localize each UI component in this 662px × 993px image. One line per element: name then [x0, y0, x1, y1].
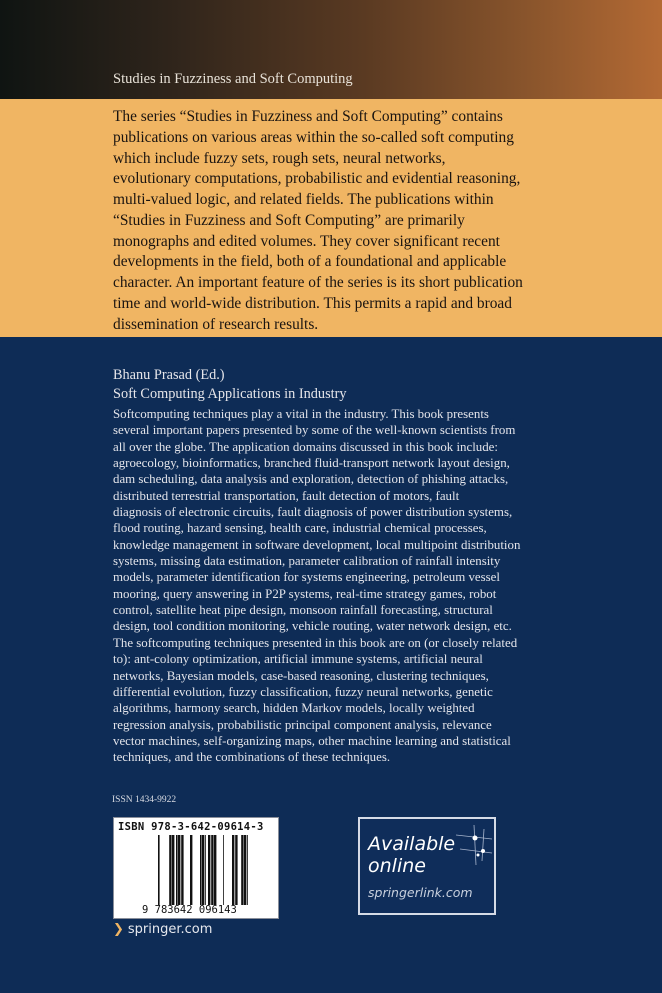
- text-line: publications on various areas within the so-called soft computing: [113, 128, 514, 146]
- text-line: Softcomputing techniques play a vital in the industry. This book presents: [113, 407, 489, 421]
- barcode-digits: 9 783642 096143: [142, 904, 237, 916]
- barcode-bar: [182, 835, 184, 905]
- barcode-bar: [176, 835, 178, 905]
- text-line: control, satellite heat pipe design, monsoon rainfall forecasting, structural: [113, 603, 493, 618]
- text-line: diagnosis of electronic circuits, fault diagnosis of power distribution systems,: [113, 505, 513, 520]
- text-line: design, tool condition monitoring, vehicle routing, water network design, etc.: [113, 619, 512, 634]
- publisher-link[interactable]: [113, 922, 212, 937]
- book-info-panel: [0, 337, 662, 993]
- book-author: Bhanu Prasad (Ed.): [113, 367, 225, 383]
- available-text: Available: [368, 833, 456, 855]
- text-line: differential evolution, fuzzy classification, fuzzy neural networks, genetic: [113, 684, 493, 699]
- barcode-bar: [205, 835, 206, 905]
- text-line: to): ant-colony optimization, artificial immune systems, artificial neural: [113, 652, 483, 667]
- text-line: dissemination of research results.: [113, 315, 319, 333]
- text-line: dam scheduling, data analysis and exploration, detection of phishing attacks,: [113, 472, 509, 487]
- book-title: Soft Computing Applications in Industry: [113, 386, 347, 402]
- text-line: multi-valued logic, and related fields. The publications within: [113, 191, 494, 208]
- available-online-heading: [368, 833, 455, 877]
- barcode-bar: [170, 835, 172, 905]
- barcode-bar: [223, 835, 224, 905]
- barcode-bar: [172, 835, 174, 905]
- barcode-bar: [181, 835, 182, 905]
- text-line: regression analysis, probabilistic principal component analysis, relevance: [113, 717, 492, 732]
- text-line: “Studies in Fuzziness and Soft Computing” are primarily: [113, 211, 465, 229]
- chevron-right-icon: ❯: [113, 922, 124, 937]
- cover-top-gradient: [0, 0, 662, 99]
- text-line: knowledge management in software development, local multipoint distribution: [113, 537, 521, 552]
- text-line: monographs and edited volumes. They cover significant recent: [113, 232, 500, 250]
- text-line: character. An important feature of the series is its short publication: [113, 274, 523, 291]
- barcode-bar: [241, 835, 242, 905]
- text-line: developments in the field, both of a foundational and applicable: [113, 253, 507, 271]
- barcode-bar: [202, 835, 204, 905]
- sparkle-icon: [454, 825, 494, 867]
- barcode-bar: [244, 835, 246, 905]
- barcode-bar: [212, 835, 214, 905]
- series-description: [113, 107, 523, 335]
- barcode-bar: [211, 835, 212, 905]
- text-line: flood routing, hazard sensing, health care, industrial chemical processes,: [113, 521, 487, 536]
- barcode-bar: [208, 835, 210, 905]
- barcode-bar: [214, 835, 216, 905]
- text-line: several important papers presented by some of the well-known scientists from: [113, 423, 516, 438]
- text-line: The series “Studies in Fuzziness and Soft Computing” contains: [113, 108, 503, 125]
- series-title: Studies in Fuzziness and Soft Computing: [113, 71, 353, 87]
- text-line: systems, missing data estimation, parameter calibration of rainfall intensity: [113, 554, 501, 569]
- text-line: evolutionary computations, probabilistic and evidential reasoning,: [113, 170, 521, 188]
- barcode-bar: [158, 835, 160, 905]
- text-line: which include fuzzy sets, rough sets, neural networks,: [113, 149, 446, 167]
- isbn-barcode: [113, 817, 279, 919]
- barcode-bar: [236, 835, 238, 905]
- barcode-bar: [235, 835, 236, 905]
- text-line: networks, Bayesian models, case-based reasoning, clustering techniques,: [113, 668, 489, 683]
- barcode-bar: [247, 835, 248, 905]
- text-line: agroecology, bioinformatics, branched fluid-transport network layout design,: [113, 456, 510, 471]
- available-online-badge[interactable]: [358, 817, 496, 915]
- series-description-band: [0, 99, 662, 337]
- online-text: online: [368, 855, 426, 877]
- springerlink-url: springerlink.com: [368, 885, 473, 900]
- text-line: techniques, and the combinations of these techniques.: [113, 750, 391, 765]
- text-line: vector machines, self-organizing maps, other machine learning and statistical: [113, 733, 511, 748]
- barcode-bar: [169, 835, 170, 905]
- publisher-link-text: springer.com: [127, 922, 213, 937]
- text-line: mooring, query answering in P2P systems, real-time strategy games, robot: [113, 586, 497, 601]
- text-line: The softcomputing techniques presented in this book are on (or closely related: [113, 635, 518, 650]
- text-line: all over the globe. The application domains discussed in this book include:: [113, 439, 498, 454]
- text-line: algorithms, harmony search, hidden Markov models, locally weighted: [113, 701, 475, 716]
- barcode-bar: [178, 835, 180, 905]
- barcode-bar: [232, 835, 234, 905]
- issn: ISSN 1434-9922: [112, 795, 177, 805]
- barcode-bar: [242, 835, 244, 905]
- barcode-bars: [154, 835, 249, 905]
- text-line: time and world-wide distribution. This permits a rapid and broad: [113, 294, 512, 312]
- isbn-text: ISBN 978-3-642-09614-3: [118, 821, 264, 833]
- text-line: models, parameter identification for systems engineering, petroleum vessel: [113, 570, 500, 585]
- text-line: distributed terrestrial transportation, fault detection of motors, fault: [113, 488, 460, 503]
- barcode-bar: [190, 835, 192, 905]
- book-description: [113, 406, 520, 766]
- barcode-bar: [200, 835, 202, 905]
